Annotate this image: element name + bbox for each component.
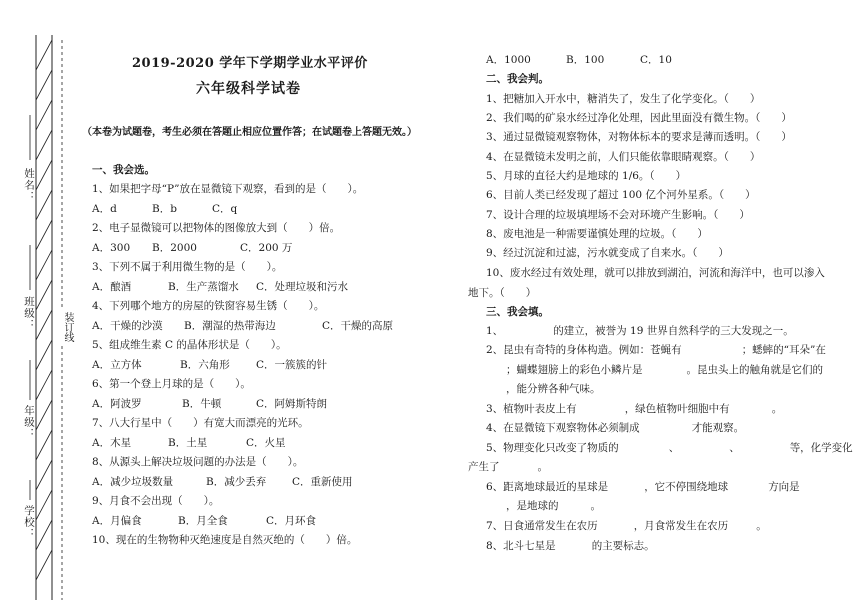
q3-option-b: B．生产蒸馏水 xyxy=(168,281,239,293)
q1-option-b: B．b xyxy=(152,203,177,215)
q8-option-a: A．减少垃圾数量 xyxy=(92,476,174,488)
fill-question-6-line2 xyxy=(506,498,601,513)
fill-question-5-line2 xyxy=(468,459,548,474)
binding-hatch-graphic xyxy=(0,0,80,607)
q6-option-a: A．阿波罗 xyxy=(92,398,142,410)
judge-statement-8: 8、废电池是一种需要谨慎处理的垃圾。（ ） xyxy=(486,228,708,240)
q9-option-b: B．月全食 xyxy=(178,515,228,527)
q9-option-c: C．月环食 xyxy=(266,515,317,527)
fill-5-part-b: 、 xyxy=(668,442,680,454)
q6-option-b: B．牛顿 xyxy=(182,398,222,410)
q4-option-a: A．干燥的沙漠 xyxy=(92,320,163,332)
choice-question-1: 1、如果把字母“P”放在显微镜下观察，看到的是（ ）。 xyxy=(92,183,364,195)
choice-question-5: 5、组成维生素 C 的晶体形状是（ ）。 xyxy=(92,339,287,351)
q9-option-a: A．月偏食 xyxy=(92,515,142,527)
choice-question-6: 6、第一个登上月球的是（ ）。 xyxy=(92,378,251,390)
q7-option-b: B．土星 xyxy=(168,437,208,449)
q2-option-a: A．300 xyxy=(92,242,131,254)
fill-7-part-c: 。 xyxy=(756,520,767,532)
class-label: 班级： xyxy=(23,296,35,331)
fill-5-part-f: 。 xyxy=(537,461,548,473)
q7-option-a: A．木星 xyxy=(92,437,132,449)
judge-statement-10: 10、废水经过有效处理，就可以排放到湖泊，河流和海洋中，也可以渗入 xyxy=(486,267,825,279)
fill-5-part-a: 5、物理变化只改变了物质的 xyxy=(486,442,619,454)
choice-question-2: 2、电子显微镜可以把物体的图像放大到（ ）倍。 xyxy=(92,222,341,234)
fill-question-8 xyxy=(486,538,655,553)
fill-question-2-line2 xyxy=(506,362,823,377)
judge-statement-7: 7、设计合理的垃圾填埋场不会对环境产生影响。（ ） xyxy=(486,209,750,221)
fill-question-6 xyxy=(486,479,800,494)
q5-option-b: B．六角形 xyxy=(180,359,230,371)
fill-2-part-b: ；蟋蟀的“耳朵”在 xyxy=(741,344,826,356)
fill-2-part-c: ；蝴蝶翅膀上的彩色小鳞片是 xyxy=(506,364,643,376)
fill-6-part-b: ，它不停围绕地球 xyxy=(644,481,729,493)
choice-question-3: 3、下列不属于利用微生物的是（ ）。 xyxy=(92,261,283,273)
q2-option-b: B．2000 xyxy=(152,242,197,254)
q8-option-c: C．重新使用 xyxy=(292,476,353,488)
judge-statement-10-cont: 地下。（ ） xyxy=(468,287,537,299)
q10-option-c: C．10 xyxy=(640,54,672,66)
q8-option-b: B．减少丢弃 xyxy=(206,476,267,488)
fill-8-part-a: 8、北斗七星是 xyxy=(486,540,556,552)
section-fill-heading: 三、我会填。 xyxy=(486,306,549,318)
q7-option-c: C．火星 xyxy=(246,437,286,449)
fill-question-5 xyxy=(486,440,853,455)
fill-7-part-b: ，月食常发生在农历 xyxy=(633,520,729,532)
q10-option-b: B．100 xyxy=(566,54,605,66)
fill-question-4 xyxy=(486,420,744,435)
q3-option-c: C．处理垃圾和污水 xyxy=(256,281,349,293)
fill-5-part-e: 产生了 xyxy=(468,461,500,473)
q2-option-c: C．200 万 xyxy=(240,242,293,254)
choice-question-8: 8、从源头上解决垃圾问题的办法是（ ）。 xyxy=(92,456,304,468)
fill-3-part-b: ，绿色植物叶细胞中有 xyxy=(624,403,730,415)
judge-statement-9: 9、经过沉淀和过滤，污水就变成了自来水。（ ） xyxy=(486,247,729,259)
fill-2-part-d: 。昆虫头上的触角就是它们的 xyxy=(686,364,823,376)
choice-question-4: 4、下列哪个地方的房屋的铁窗容易生锈（ ）。 xyxy=(92,300,325,312)
q4-option-b: B．潮湿的热带海边 xyxy=(184,320,276,332)
judge-statement-3: 3、通过显微镜观察物体，对物体标本的要求是薄而透明。（ ） xyxy=(486,131,792,143)
exam-notice: （本卷为试题卷，考生必须在答题止相应位置作答；在试题卷上答题无效。） xyxy=(82,127,417,138)
fill-4-part-a: 4、在显微镜下观察物体必须制成 xyxy=(486,422,640,434)
section-choice-heading: 一、我会选。 xyxy=(92,164,155,176)
judge-statement-1: 1、把糖加入开水中，糖消失了，发生了化学变化。（ ） xyxy=(486,93,761,105)
choice-question-9: 9、月食不会出现（ ）。 xyxy=(92,495,220,507)
fill-question-2 xyxy=(486,342,826,357)
fill-question-7 xyxy=(486,518,767,533)
fill-5-part-c: 、 xyxy=(729,442,740,454)
fill-7-part-a: 7、日食通常发生在农历 xyxy=(486,520,598,532)
q1-option-a: A．d xyxy=(92,203,117,215)
judge-statement-5: 5、月球的直径大约是地球的 1/6。（ ） xyxy=(486,170,687,182)
fill-1-part-a: 1、 xyxy=(486,325,504,337)
q1-option-c: C．q xyxy=(212,203,238,215)
name-label: 姓名： xyxy=(23,168,35,203)
fill-6-part-e: 。 xyxy=(590,500,601,512)
q6-option-c: C．阿姆斯特朗 xyxy=(256,398,328,410)
school-label: 学校： xyxy=(23,505,35,540)
fill-8-part-b: 的主要标志。 xyxy=(591,540,655,552)
binding-line-label: 装订线 xyxy=(62,312,73,342)
judge-statement-4: 4、在显微镜未发明之前，人们只能依靠眼睛观察。（ ） xyxy=(486,151,761,163)
exam-subtitle: 六年级科学试卷 xyxy=(196,81,301,97)
fill-6-part-a: 6、距离地球最近的星球是 xyxy=(486,481,609,493)
fill-3-part-a: 3、植物叶表皮上有 xyxy=(486,403,577,415)
grade-label: 年级： xyxy=(23,405,35,440)
fill-2-part-a: 2、昆虫有奇特的身体构造。例如：苍蝇有 xyxy=(486,344,682,356)
fill-6-part-c: 方向是 xyxy=(768,481,800,493)
choice-question-7: 7、八大行星中（ ）有宽大而漂亮的光环。 xyxy=(92,417,309,429)
binding-strip xyxy=(0,0,80,607)
judge-statement-6: 6、目前人类已经发现了超过 100 亿个河外星系。（ ） xyxy=(486,189,756,201)
fill-6-part-d: ，是地球的 xyxy=(506,500,559,512)
fill-question-2-line3: ，能分辨各种气味。 xyxy=(506,383,601,395)
q10-option-a: A．1000 xyxy=(486,54,531,66)
q3-option-a: A．酿酒 xyxy=(92,281,132,293)
fill-4-part-b: 才能观察。 xyxy=(691,422,745,434)
fill-question-1 xyxy=(486,323,794,338)
fill-3-part-c: 。 xyxy=(771,403,783,415)
q4-option-c: C．干燥的高原 xyxy=(322,320,394,332)
fill-question-3 xyxy=(486,401,782,416)
fill-1-part-b: 的建立，被誉为 19 世界自然科学的三大发现之一。 xyxy=(553,325,794,337)
section-judge-heading: 二、我会判。 xyxy=(486,73,549,85)
fill-5-part-d: 等，化学变化 xyxy=(789,442,853,454)
q5-option-c: C．一簇簇的针 xyxy=(256,359,328,371)
q5-option-a: A．立方体 xyxy=(92,359,142,371)
judge-statement-2: 2、我们喝的矿泉水经过净化处理，因此里面没有微生物。（ ） xyxy=(486,112,792,124)
choice-question-10: 10、现在的生物物种灭绝速度是自然灭绝的（ ）倍。 xyxy=(92,534,358,546)
exam-title: 2019-2020 学年下学期学业水平评价 xyxy=(132,56,368,71)
